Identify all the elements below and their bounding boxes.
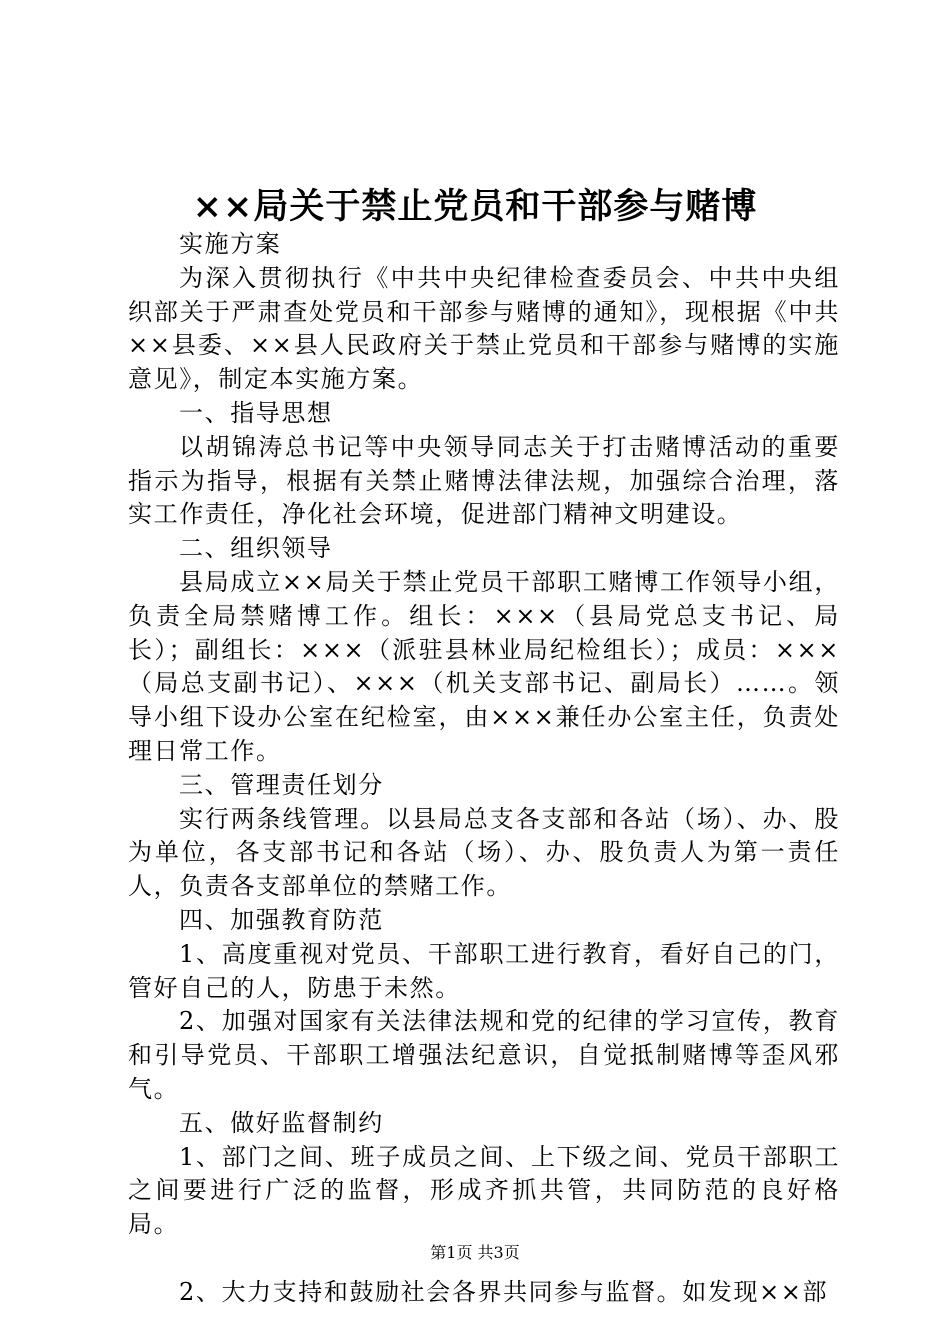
section-heading-supervision: 五、做好监督制约 [179, 1108, 384, 1137]
section-heading-education: 四、加强教育防范 [179, 905, 384, 934]
paragraph-education-2: 2、加强对国家有关法律法规和党的纪律的学习宣传，教育和引导党员、干部职工增强法纪意识，自觉抵制赌博等歪风邪气。 [128, 1007, 840, 1103]
section-heading-organization: 二、组织领导 [179, 534, 333, 563]
section-heading-guiding-thought: 一、指导思想 [179, 398, 333, 427]
section-heading-responsibility: 三、管理责任划分 [179, 770, 384, 799]
paragraph-guiding-thought: 以胡锦涛总书记等中央领导同志关于打击赌博活动的重要指示为指导，根据有关禁止赌博法律法规，加强综合治理，落实工作责任，净化社会环境，促进部门精神文明建设。 [128, 432, 840, 529]
paragraph-education-1: 1、高度重视对党员、干部职工进行教育，看好自己的门，管好自己的人，防患于未然。 [128, 939, 840, 1002]
intro-paragraph: 为深入贯彻执行《中共中央纪律检查委员会、中共中央组织部关于严肃查处党员和干部参与赌博的通知》，现根据《中共××县委、××县人民政府关于禁止党员和干部参与赌博的实施意见》，制定本实施方案。 [128, 263, 840, 394]
paragraph-supervision-2: 2、大力支持和鼓励社会各界共同参与监督。如发现××部 [179, 1277, 829, 1306]
subtitle-line: 实施方案 [179, 230, 282, 258]
document-title: ××局关于禁止党员和干部参与赌博 [192, 186, 758, 227]
page-footer: 第1页 共3页 [430, 1243, 520, 1262]
document-body [128, 228, 840, 1310]
paragraph-responsibility: 实行两条线管理。以县局总支各支部和各站（场）、办、股为单位，各支部书记和各站（场）、办、股负责人为第一责任人，负责各支部单位的禁赌工作。 [128, 804, 840, 901]
paragraph-organization: 县局成立××局关于禁止党员干部职工赌博工作领导小组，负责全局禁赌博工作。组长：×××（县局党总支书记、局长）；副组长：×××（派驻县林业局纪检组长）；成员：×××（局总支副书记）、×××（机关支部书记、副局长）……。领导小组下设办公室在纪检室，由×××兼任办公室主任，负责处理日常工作。 [128, 567, 840, 765]
paragraph-supervision-1: 1、部门之间、班子成员之间、上下级之间、党员干部职工之间要进行广泛的监督，形成齐抓共管，共同防范的良好格局。 [128, 1142, 840, 1239]
